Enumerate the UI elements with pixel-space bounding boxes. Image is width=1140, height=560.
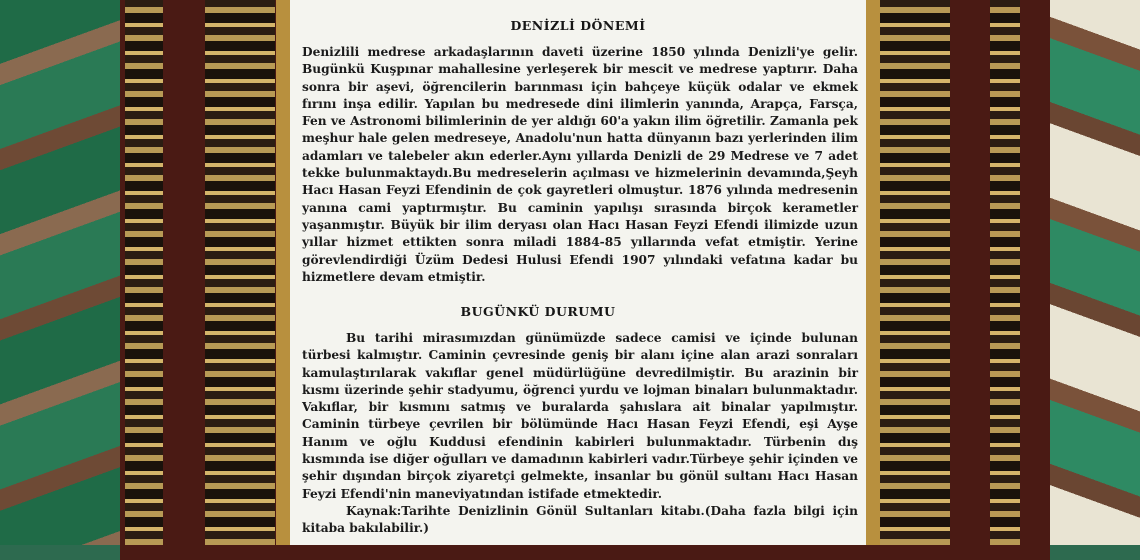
gold-trim-right — [866, 0, 880, 545]
paragraph-denizli-period: Denizlili medrese arkadaşlarının daveti üzerine 1850 yılında Denizli'ye gelir. Bugünkü Kuşpınar mahallesine yerleşerek bir mescit ve medrese yaptırır. Daha sonra bir aşevi, öğrencilerin barınması için bahçeye küçük odalar ve ekmek fırını inşa edilir. Yapılan bu medresede dini ilimlerin yanında, Arapça, Farsça, Fen ve Astronomi bilimlerinin de yer aldığı 60'a yakın ilim öğretilir. Zamanla pek meşhur hale gelen medreseye, Anadolu'nun hatta dünyanın bazı yerlerinden ilim adamları ve talebeler akın ederler.Aynı yıllarda Denizli de 29 Medrese ve 7 adet tekke bulunmaktaydı.Bu medreselerin açılması ve hizmelerinin devamında,Şeyh Hacı Hasan Feyzi Efendinin de çok gayretleri olmuştur. 1876 yılında medresenin yanına cami yaptırmıştır. Bu caminin yapılışı sırasında birçok kerametler yaşanmıştır. Büyük bir ilim deryası olan Hacı Hasan Feyzi Efendi ilimizde uzun yıllar hizmet ettikten sonra miladi 1884-85 yıllarında vefat etmiştir. Yerine görevlendirdiği Üzüm Dedesi Hulusi Efendi 1907 yılındaki vefatına kadar bu hizmetlere devam etmiştir. — [302, 45, 858, 284]
frame-ornament-right-inner — [880, 0, 950, 545]
frame-ornament-left-outer — [125, 0, 163, 545]
paragraph-current-state: Bu tarihi mirasımızdan günümüzde sadece camisi ve içinde bulunan türbesi kalmıştır. Caminin çevresinde geniş bir alanı içine alan arazi sonraları kamulaştırılarak vakıflar genel müdürlüğüne devredilmiştir. Bu arazinin bir kısmı üzerinde şehir stadyumu, öğrenci yurdu ve lojman binaları bulunmaktadır. Vakıflar, bir kısmını satmış ve buralarda şahıslara ait binalar yapılmıştır. Caminin türbeye çevrilen bir bölümünde Hacı Hasan Feyzi Efendi, eşi Ayşe Hanım ve oğlu Kuddusi efendinin kabirleri bulunmaktadır. Türbenin dış kısmında ise diğer oğulları ve damadının kabirleri vadır.Türbeye şehir içinden ve şehir dışından birçok ziyaretçi gelmekte, insanlar bu gönül sultanı Hacı Hasan Feyzi Efendi'nin maneviyatından istifade etmektedir. — [302, 331, 858, 501]
heading-denizli-period: DENİZLİ DÖNEMİ — [510, 18, 646, 33]
frame-ornament-left-inner — [205, 0, 275, 545]
frame-ornament-right-outer — [990, 0, 1020, 545]
source-note: Kaynak:Tarihte Denizlinin Gönül Sultanları kitabı.(Daha fazla bilgi için kitaba bakılabilir.) — [302, 503, 858, 536]
gold-trim-left — [276, 0, 290, 545]
heading-current-state: BUGÜNKÜ DURUMU — [460, 304, 616, 319]
information-sign — [290, 0, 866, 545]
current-state-section — [302, 330, 858, 538]
